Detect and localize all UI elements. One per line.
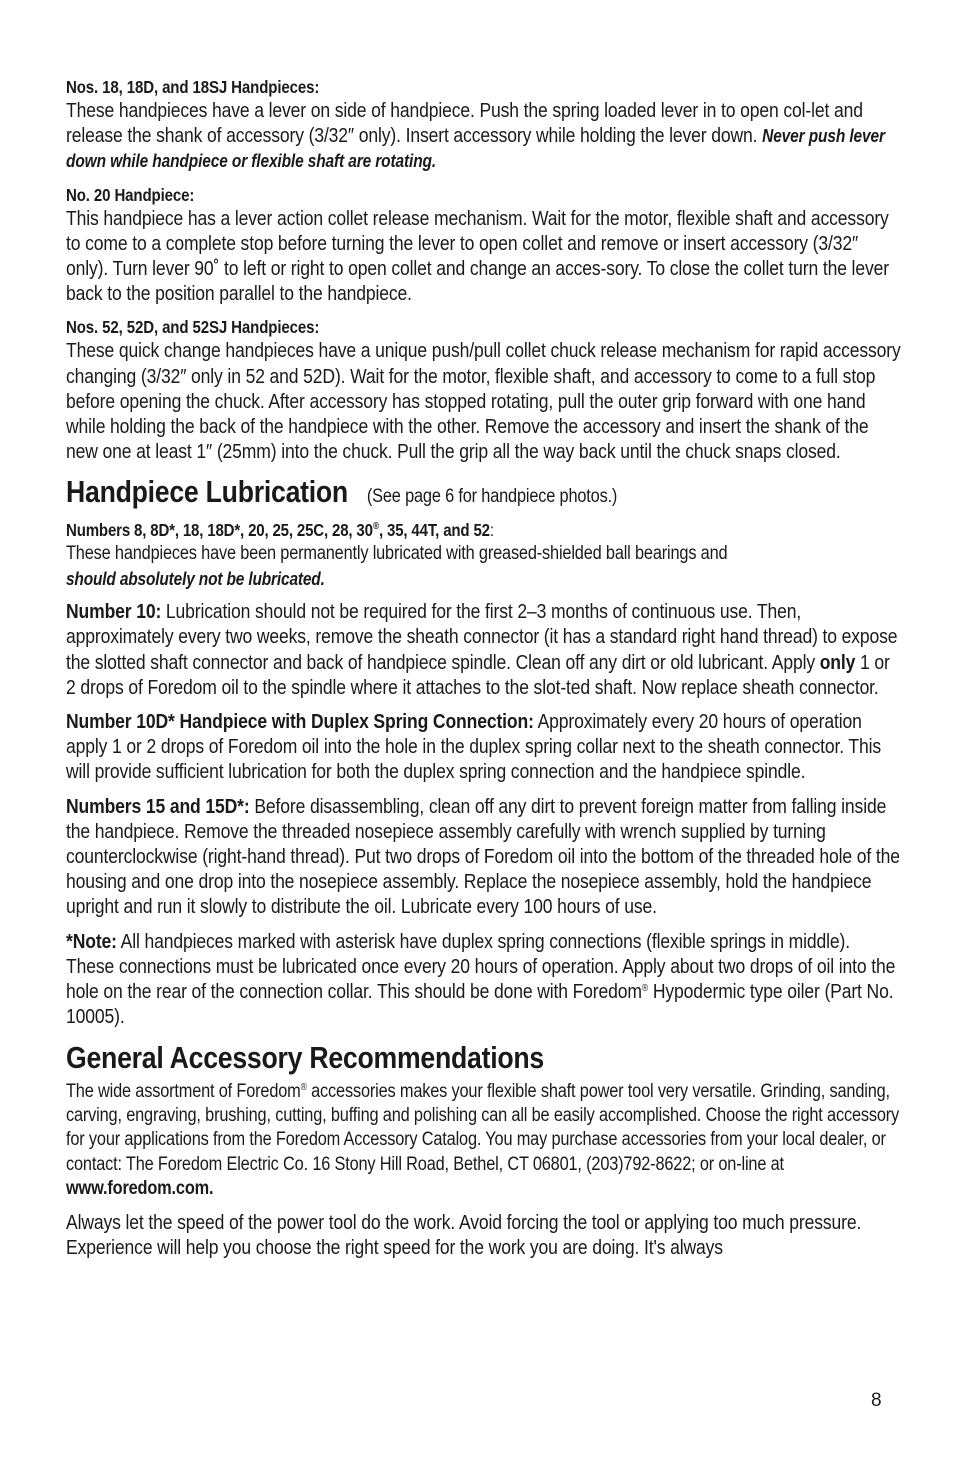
registered-mark: ®	[641, 983, 649, 995]
note-label: *Note:	[66, 930, 117, 953]
note-paragraph	[66, 930, 902, 1031]
numbers-heading-part-a: Numbers 8, 8D*, 18, 18D*, 20, 25, 25C, 28, 30	[66, 520, 373, 541]
accessory-p1-text-a: The wide assortment of Foredom	[66, 1080, 301, 1102]
accessory-title: General Accessory Recommendations	[66, 1039, 544, 1075]
accessory-p1	[66, 1080, 902, 1202]
lubrication-numbers-text: These handpieces have been permanently lubricated with greased-shielded ball bearings and	[66, 543, 728, 565]
number-10-only: only	[819, 651, 856, 674]
registered-mark: ®	[372, 521, 379, 533]
accessory-p1-text-b: accessories makes your flexible shaft power tool very versatile. Grinding, sanding, carving, engraving, brushing, cutting, buffing and polishing can all be easily accomplished. Choose the right accessory for your applications from the Foredom Accessory Catalog. You may purchase accessories from your local dealer, or contact: The Foredom Electric Co. 16 Stony Hill Road, Bethel, CT 06801, (203)792-8622; or on-line at	[66, 1080, 900, 1175]
foredom-website-link[interactable]: www.foredom.com.	[66, 1178, 214, 1200]
lubrication-number-10	[66, 600, 902, 701]
number-15-label: Numbers 15 and 15D*:	[66, 795, 250, 818]
number-10-paragraph	[66, 600, 902, 701]
section-20-handpiece	[66, 184, 902, 308]
registered-mark: ®	[300, 1081, 307, 1093]
note-text-b: Hypodermic type oiler (Part No. 10005).	[66, 981, 894, 1029]
page-content	[66, 76, 902, 1270]
lubrication-note	[66, 930, 902, 1031]
accessory-paragraph-2	[66, 1211, 902, 1261]
lubrication-title	[66, 474, 902, 515]
lubrication-number-10d	[66, 710, 902, 786]
lubrication-title-note: (See page 6 for handpiece photos.)	[366, 486, 618, 508]
number-10d-paragraph	[66, 710, 902, 786]
number-10-text-b: 1 or 2 drops of Foredom oil to the spindle where it attaches to the slot-ted shaft. Now replace sheath connector.	[66, 651, 890, 699]
section-18-heading: Nos. 18, 18D, and 18SJ Handpieces:	[66, 77, 320, 97]
numbers-heading-part-b: , 35, 44T, and 52	[378, 520, 490, 541]
section-18-handpieces	[66, 76, 902, 175]
accessory-p2: Always let the speed of the power tool do the work. Avoid forcing the tool or applying too much pressure. Experience will help you choose the right speed for the work you are doing. It's always	[66, 1211, 862, 1259]
accessory-paragraph-1	[66, 1080, 902, 1202]
lubrication-numbers-heading	[66, 519, 902, 542]
section-52-text: These quick change handpieces have a unique push/pull collet chuck release mechanism for rapid accessory changing (3/32″ only in 52 and 52D). Wait for the motor, flexible shaft, and accessory to come to a full stop before opening the chuck. After accessory has stopped rotating, pull the outer grip forward with one hand while holding the back of the handpiece with the other. Remove the accessory and insert the shank of the new one at least 1″ (25mm) into the chuck. Pull the grip all the way back until the chuck snaps closed.	[66, 340, 901, 464]
section-52-handpieces	[66, 316, 902, 465]
section-18-warning: Never push lever down while handpiece or flexible shaft are rotating.	[66, 126, 885, 172]
note-text-a: All handpieces marked with asterisk have duplex spring connections (flexible springs in middle). These connections must be lubricated once every 20 hours of operation. Apply about two drops of oil into the hole on the rear of the connection collar. This should be done with Foredom	[66, 930, 896, 1004]
section-18-text: These handpieces have a lever on side of handpiece. Push the spring loaded lever in to open col-let and release the shank of accessory (3/32″ only). Insert accessory while holding the lever down.	[66, 100, 863, 148]
number-10-label: Number 10:	[66, 601, 162, 624]
number-15-text: Before disassembling, clean off any dirt to prevent foreign matter from falling inside the handpiece. Remove the threaded nosepiece assembly carefully with wrench supplied by turning counterclockwise (right-hand thread). Put two drops of Foredom oil into the bottom of the threaded hole of the housing and one drop into the nosepiece assembly. Replace the nosepiece assembly, hold the handpiece upright and run it slowly to distribute the oil. Lubricate every 100 hours of use.	[66, 795, 900, 919]
number-15-paragraph	[66, 795, 902, 921]
lubrication-numbers	[66, 519, 902, 591]
section-18-body	[66, 99, 902, 175]
section-20-text: This handpiece has a lever action collet release mechanism. Wait for the motor, flexible shaft and accessory to come to a complete stop before turning the lever to open collet and remove or insert accessory (3/32″ only). Turn lever 90˚ to left or right to open collet and change an acces-sory. To close the collet turn the lever back to the position parallel to the handpiece.	[66, 207, 889, 306]
numbers-heading-colon: :	[489, 520, 494, 541]
section-20-heading: No. 20 Handpiece:	[66, 184, 195, 205]
section-52-heading: Nos. 52, 52D, and 52SJ Handpieces:	[66, 317, 320, 338]
number-10-text-a: Lubrication should not be required for the first 2–3 months of continuous use. Then, approximately every two weeks, remove the sheath connector (it has a standard right hand thread) to expose the slotted shaft connector and back of handpiece spindle. Clean off any dirt or old lubricant. Apply	[66, 601, 898, 674]
number-10d-text: Approximately every 20 hours of operation apply 1 or 2 drops of Foredom oil into the hole in the duplex spring collar next to the sheath connector. This will provide sufficient lubrication for both the duplex spring connection and the handpiece spindle.	[66, 711, 882, 784]
lubrication-numbers-warning: should absolutely not be lubricated.	[66, 568, 325, 589]
number-10d-label: Number 10D* Handpiece with Duplex Spring Connection:	[66, 711, 534, 734]
page-number: 8	[871, 1390, 882, 1411]
lubrication-title-text: Handpiece Lubrication	[66, 474, 348, 510]
lubrication-number-15	[66, 795, 902, 921]
